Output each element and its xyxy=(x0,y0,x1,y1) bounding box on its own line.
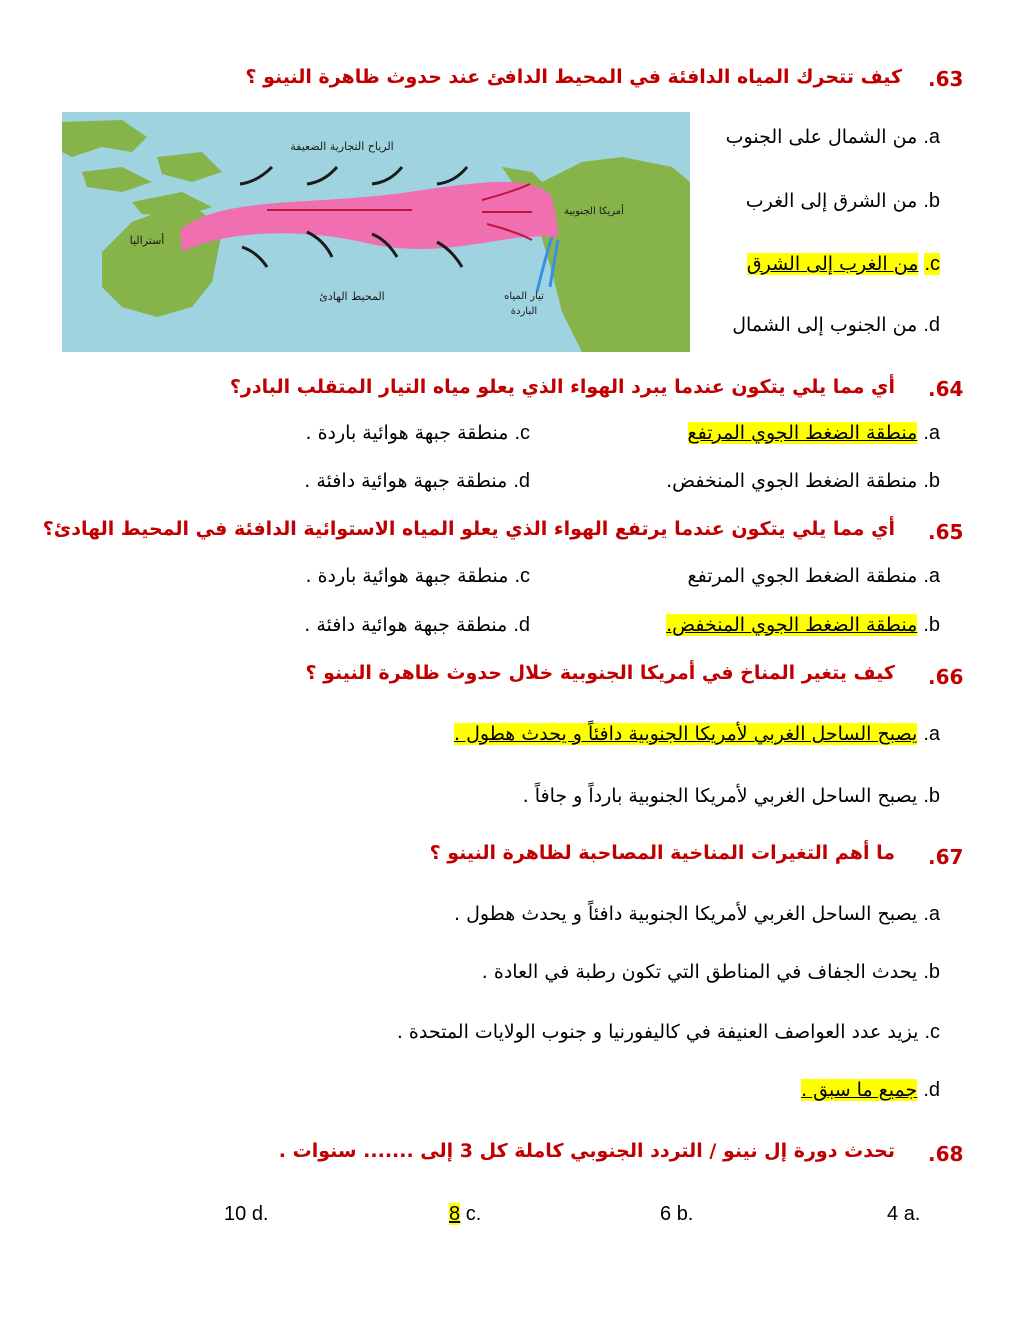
option-letter: b. xyxy=(923,961,940,983)
q63-option-d[interactable] xyxy=(732,314,940,337)
q65-option-a[interactable] xyxy=(688,565,940,588)
option-text: يصبح الساحل الغربي لأمريكا الجنوبية بارداً و جافاً . xyxy=(522,785,918,807)
option-text-correct: جميع ما سبق . xyxy=(801,1079,918,1101)
q64-option-c[interactable] xyxy=(305,422,530,445)
option-text: يزيد عدد العواصف العنيفة في كاليفورنيا و جنوب الولايات المتحدة . xyxy=(396,1021,919,1043)
label-cold-current-1: تيار المياه xyxy=(504,291,544,302)
option-letter: c. xyxy=(514,422,530,444)
option-text: منطقة جبهة هوائية دافئة . xyxy=(304,614,508,636)
label-south-america: أمريكا الجنوبية xyxy=(564,206,624,217)
q67-option-c[interactable] xyxy=(397,1021,940,1044)
option-letter: d. xyxy=(923,314,940,336)
q67-option-b[interactable] xyxy=(482,961,940,984)
question-text-63: كيف تتحرك المياه الدافئة في المحيط الدافئ عند حدوث ظاهرة النينو ؟ xyxy=(245,66,902,88)
option-letter: b. xyxy=(923,470,940,492)
option-text: منطقة جبهة هوائية دافئة . xyxy=(304,470,508,492)
option-letter: a. xyxy=(923,422,940,444)
option-text: منطقة الضغط الجوي المنخفض. xyxy=(666,470,918,492)
option-letter: b. xyxy=(923,614,940,636)
option-letter: c. xyxy=(514,565,530,587)
option-letter: b. xyxy=(676,1203,694,1225)
label-cold-current-2: الباردة xyxy=(510,306,538,317)
q65-option-d[interactable] xyxy=(304,614,530,637)
q64-option-a[interactable] xyxy=(688,422,940,445)
option-letter: d. xyxy=(251,1203,269,1225)
option-text-correct: يصبح الساحل الغربي لأمريكا الجنوبية دافئاً و يحدث هطول . xyxy=(454,723,918,745)
q64-option-b[interactable] xyxy=(666,470,940,493)
question-number-64: .64 xyxy=(928,377,964,401)
el-nino-map-svg xyxy=(62,112,690,352)
option-text: من الشمال على الجنوب xyxy=(725,126,918,148)
q68-option-c[interactable] xyxy=(449,1203,481,1226)
option-text-correct: منطقة الضغط الجوي المنخفض. xyxy=(666,614,918,636)
q66-option-b[interactable] xyxy=(523,785,940,808)
question-number-63: .63 xyxy=(928,67,964,91)
question-number-68: .68 xyxy=(928,1142,964,1166)
option-letter: b. xyxy=(923,785,940,807)
option-letter: d. xyxy=(923,1079,940,1101)
option-value-correct: 8 xyxy=(449,1203,461,1225)
q68-option-b[interactable] xyxy=(660,1203,693,1226)
option-value: 4 xyxy=(887,1203,899,1225)
question-number-66: .66 xyxy=(928,665,964,689)
q64-option-d[interactable] xyxy=(304,470,530,493)
option-text: منطقة جبهة هوائية باردة . xyxy=(305,565,509,587)
option-text-correct: من الغرب إلى الشرق xyxy=(746,253,919,275)
option-text: يحدث الجفاف في المناطق التي تكون رطبة في العادة . xyxy=(481,961,918,983)
option-text: منطقة جبهة هوائية باردة . xyxy=(305,422,509,444)
question-text-67: ما أهم التغيرات المناخية المصاحبة لظاهرة النينو ؟ xyxy=(429,842,895,864)
option-text: يصبح الساحل الغربي لأمريكا الجنوبية دافئاً و يحدث هطول . xyxy=(454,903,918,925)
option-text: من الجنوب إلى الشمال xyxy=(732,314,918,336)
option-letter: a. xyxy=(923,723,940,745)
question-text-66: كيف يتغير المناخ في أمريكا الجنوبية خلال حدوث ظاهرة النينو ؟ xyxy=(305,662,895,684)
q63-option-b[interactable] xyxy=(746,190,940,213)
option-text-correct: منطقة الضغط الجوي المرتفع xyxy=(687,422,918,444)
q68-option-d[interactable] xyxy=(224,1203,269,1226)
option-letter: a. xyxy=(923,903,940,925)
option-letter: a. xyxy=(923,126,940,148)
question-text-64: أي مما يلي يتكون عندما يبرد الهواء الذي يعلو مياه التيار المتقلب البادر؟ xyxy=(229,376,895,398)
label-trade-winds: الرياح التجارية الضعيفة xyxy=(290,140,394,153)
q63-option-a[interactable] xyxy=(726,126,940,149)
option-letter: d. xyxy=(513,614,530,636)
option-letter: a. xyxy=(903,1203,921,1225)
option-letter: d. xyxy=(513,470,530,492)
q63-option-c[interactable] xyxy=(747,253,940,276)
option-text: من الشرق إلى الغرب xyxy=(745,190,918,212)
option-letter: a. xyxy=(923,565,940,587)
q68-option-a[interactable] xyxy=(887,1203,920,1226)
el-nino-map xyxy=(62,112,690,352)
option-letter: c. xyxy=(465,1203,482,1225)
question-text-68: تحدث دورة إل نينو / التردد الجنوبي كاملة كل 3 إلى ....... سنوات . xyxy=(278,1140,895,1162)
q66-option-a[interactable] xyxy=(454,723,940,746)
label-pacific: المحيط الهادئ xyxy=(319,290,385,303)
question-number-67: .67 xyxy=(928,845,964,869)
question-text-65: أي مما يلي يتكون عندما يرتفع الهواء الذي يعلو المياه الاستوائية الدافئة في المحيط الهادئ؟ xyxy=(42,518,895,540)
question-number-65: .65 xyxy=(928,520,964,544)
label-australia: أستراليا xyxy=(129,234,165,247)
option-value: 10 xyxy=(224,1203,247,1225)
q67-option-a[interactable] xyxy=(454,903,940,926)
option-text: منطقة الضغط الجوي المرتفع xyxy=(687,565,918,587)
option-letter: c. xyxy=(924,1021,940,1043)
q65-option-b[interactable] xyxy=(666,614,940,637)
option-letter: b. xyxy=(923,190,940,212)
option-value: 6 xyxy=(660,1203,672,1225)
q65-option-c[interactable] xyxy=(305,565,530,588)
q67-option-d[interactable] xyxy=(801,1079,940,1102)
option-letter: c. xyxy=(924,253,940,275)
